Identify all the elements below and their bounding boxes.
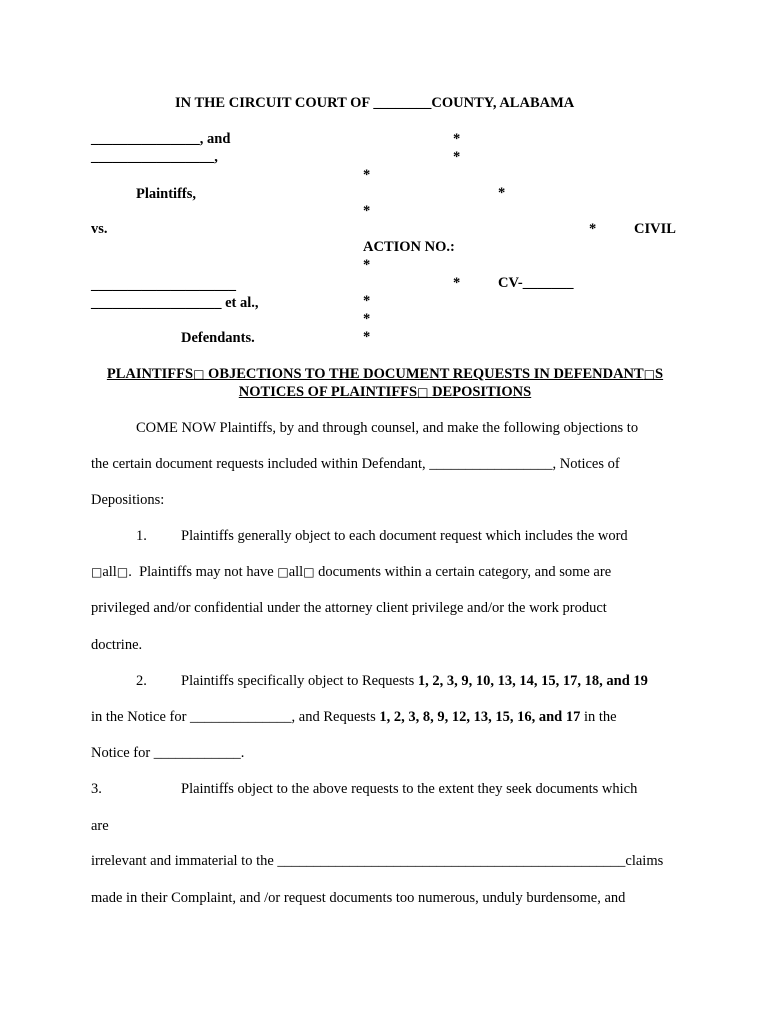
- plaintiff-name-line-2: _________________,: [91, 149, 218, 165]
- plaintiffs-label: Plaintiffs,: [136, 186, 197, 202]
- paragraph-2-line-1: Plaintiffs specifically object to Requests 1, 2, 3, 9, 10, 13, 14, 15, 17, 18, and 19: [181, 673, 648, 689]
- paragraph-2-line-3: Notice for ____________.: [91, 745, 245, 761]
- paragraph-2-number: 2.: [136, 673, 147, 689]
- caption-asterisk: *: [363, 329, 371, 345]
- caption-asterisk: *: [363, 293, 371, 309]
- document-title-line-2: NOTICES OF PLAINTIFFS□ DEPOSITIONS: [238, 384, 532, 400]
- defendant-name-line-2: __________________ et al.,: [91, 295, 259, 311]
- caption-asterisk: *: [363, 257, 371, 273]
- paragraph-1-line-2: □all□. Plaintiffs may not have □all□ documents within a certain category, and some are: [91, 564, 612, 580]
- vs-label: vs.: [91, 221, 108, 237]
- caption-asterisk: *: [363, 311, 371, 327]
- caption-asterisk: *: [363, 203, 371, 219]
- action-no-label: ACTION NO.:: [363, 239, 455, 255]
- civil-label: CIVIL: [634, 221, 676, 237]
- defendant-name-line-1: ____________________: [91, 277, 236, 293]
- paragraph-3-number: 3.: [91, 781, 102, 797]
- intro-line-1: COME NOW Plaintiffs, by and through counsel, and make the following objections to: [136, 420, 639, 436]
- missing-glyph-box: □: [193, 367, 205, 381]
- plaintiff-name-line-1: _______________, and: [91, 131, 231, 147]
- paragraph-3-line-2: are: [91, 818, 109, 834]
- caption-asterisk: *: [363, 167, 371, 183]
- missing-glyph-box: □: [116, 565, 129, 579]
- missing-glyph-box: □: [417, 385, 429, 399]
- paragraph-3-line-4: made in their Complaint, and /or request documents too numerous, unduly burdensome, and: [91, 890, 626, 906]
- defendants-label: Defendants.: [181, 330, 255, 346]
- missing-glyph-box: □: [643, 367, 656, 381]
- intro-line-3: Depositions:: [91, 492, 165, 508]
- paragraph-1-line-3: privileged and/or confidential under the attorney client privilege and/or the work product: [91, 600, 607, 616]
- paragraph-1-line-1: Plaintiffs generally object to each document request which includes the word: [181, 528, 628, 544]
- document-title-line-1: PLAINTIFFS□ OBJECTIONS TO THE DOCUMENT REQUESTS IN DEFENDANT□S: [106, 366, 664, 382]
- caption-asterisk: *: [453, 275, 461, 291]
- missing-glyph-box: □: [303, 565, 315, 579]
- paragraph-1-line-4: doctrine.: [91, 637, 143, 653]
- intro-line-2: the certain document requests included within Defendant, _________________, Notices of: [91, 456, 620, 472]
- paragraph-3-line-1: Plaintiffs object to the above requests to the extent they seek documents which: [181, 781, 638, 797]
- missing-glyph-box: □: [91, 565, 103, 579]
- paragraph-3-line-3: irrelevant and immaterial to the ________________________________________________claims: [91, 853, 664, 869]
- caption-asterisk: *: [589, 221, 597, 237]
- missing-glyph-box: □: [277, 565, 289, 579]
- court-heading: IN THE CIRCUIT COURT OF ________COUNTY, ALABAMA: [175, 95, 575, 111]
- case-number: CV-_______: [498, 275, 574, 291]
- paragraph-1-number: 1.: [136, 528, 147, 544]
- caption-asterisk: *: [453, 149, 461, 165]
- caption-asterisk: *: [498, 185, 506, 201]
- paragraph-2-line-2: in the Notice for ______________, and Requests 1, 2, 3, 8, 9, 12, 13, 15, 16, and 17 in the: [91, 709, 617, 725]
- caption-asterisk: *: [453, 131, 461, 147]
